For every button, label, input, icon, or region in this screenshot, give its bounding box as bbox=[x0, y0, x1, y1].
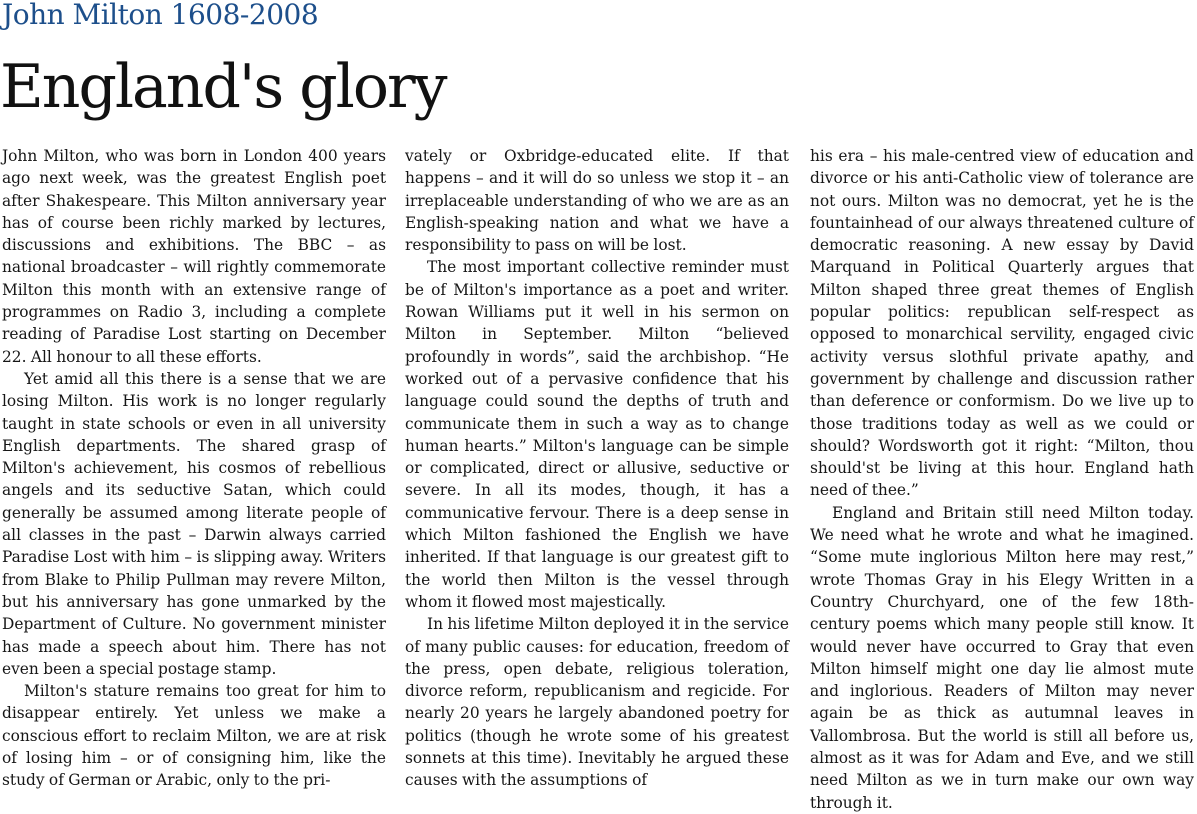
paragraph: England and Britain still need Milton today. We need what he wrote and what he imagined. “Some mute inglorious Milton here may rest,” wrote Thomas Gray in his Elegy Written in a Country Churchyard, one of the few 18th-century poems which many people still know. It would never have occurred to Gray that even Milton himself might one day lie almost mute and inglorious. Readers of Milton may never again be as thick as autumnal leaves in Vallombrosa. But the world is still all before us, almost as it was for Adam and Eve, and we still need Milton as we in turn make our own way through it. bbox=[810, 503, 1194, 812]
article-headline: England's glory bbox=[0, 52, 446, 122]
paragraph: vately or Oxbridge-educated elite. If that happens – and it will do so unless we stop it – an irreplaceable understanding of who we are as an English-speaking nation and what we have a responsibility to pass on will be lost. bbox=[405, 147, 789, 255]
paragraph: Yet amid all this there is a sense that we are losing Milton. His work is no longer regularly taught in state schools or even in all university English departments. The shared grasp of Milton's achievement, his cosmos of rebellious angels and its seductive Satan, which could generally be assumed among literate people of all classes in the past – Darwin always carried Paradise Lost with him – is slipping away. Writers from Blake to Philip Pullman may revere Milton, but his anniversary has gone unmarked by the Department of Culture. No government minister has made a speech about him. There has not even been a special postage stamp. bbox=[2, 369, 386, 678]
article-column-2 bbox=[405, 145, 789, 792]
paragraph: The most important collective reminder must be of Milton's importance as a poet and writer. Rowan Williams put it well in his sermon on Milton in September. Milton “believed profoundly in words”, said the archbishop. “He worked out of a pervasive confidence that his language could sound the depths of truth and communicate them in such a way as to change human hearts.” Milton's language can be simple or complicated, direct or allusive, seductive or severe. In all its modes, though, it has a communicative fervour. There is a deep sense in which Milton fashioned the English we have inherited. If that language is our greatest gift to the world then Milton is the vessel through whom it flowed most majestically. bbox=[405, 258, 789, 611]
paragraph: his era – his male-centred view of education and divorce or his anti-Catholic view of tolerance are not ours. Milton was no democrat, yet he is the fountainhead of our always threatened culture of democratic reasoning. A new essay by David Marquand in Political Quarterly argues that Milton shaped three great themes of English popular politics: republican self-respect as opposed to monarchical servility, engaged civic activity versus slothful private apathy, and government by challenge and discussion rather than deference or conformism. Do we live up to those traditions today as well as we could or should? Wordsworth got it right: “Milton, thou should'st be living at this hour. England hath need of thee.” bbox=[810, 147, 1194, 500]
paragraph: In his lifetime Milton deployed it in the service of many public causes: for education, freedom of the press, open debate, religious toleration, divorce reform, republicanism and regicide. For nearly 20 years he largely abandoned poetry for politics (though he wrote some of his greatest sonnets at this time). Inevitably he argued these causes with the assumptions of bbox=[405, 615, 789, 790]
article-column-3 bbox=[810, 145, 1194, 814]
article-column-1 bbox=[2, 145, 386, 792]
section-kicker: John Milton 1608-2008 bbox=[2, 0, 319, 31]
paragraph: John Milton, who was born in London 400 years ago next week, was the greatest English poet after Shakespeare. This Milton anniversary year has of course been richly marked by lectures, discussions and exhibitions. The BBC – as national broadcaster – will rightly commemorate Milton this month with an extensive range of programmes on Radio 3, including a complete reading of Paradise Lost starting on December 22. All honour to all these efforts. bbox=[2, 147, 386, 366]
paragraph: Milton's stature remains too great for him to disappear entirely. Yet unless we make a conscious effort to reclaim Milton, we are at risk of losing him – or of consigning him, like the study of German or Arabic, only to the pri- bbox=[2, 682, 386, 790]
